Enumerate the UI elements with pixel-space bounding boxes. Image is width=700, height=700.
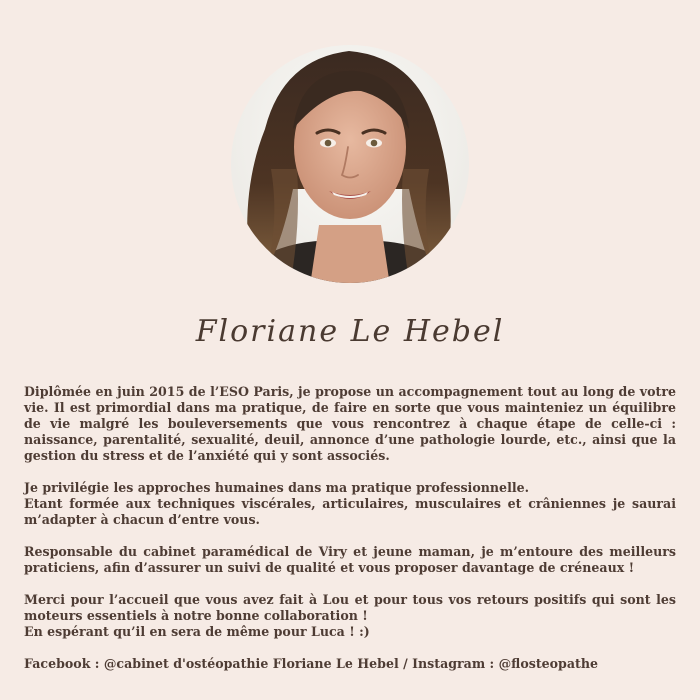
bio-paragraph-4: Merci pour l’accueil que vous avez fait à Lou et pour tous vos retours positifs qui sont les moteurs essentiels à notre bonne collaboration ! En espérant qu’il en sera de même pour Luca ! :): [24, 592, 676, 639]
practitioner-name: Floriane Le Hebel: [195, 314, 505, 349]
bio-paragraph-1: Diplômée en juin 2015 de l’ESO Paris, je propose un accompagnement tout au long de votre vie. Il est primordial dans ma pratique, de faire en sorte que vous mainteniez un équilibre de vie malgré les bouleversements que vous rencontrez à chaque étape de celle-ci : naissance, parentalité, sexualité, deuil, annonce d’une pathologie lourde, etc., ainsi que la gestion du stress et de l’anxiété qui y sont associés.: [24, 384, 676, 463]
bio-paragraph-2: Je privilégie les approches humaines dans ma pratique professionnelle. Etant formée aux techniques viscérales, articulaires, musculaires et crâniennes je saurai m’adapter à chacun d’entre vous.: [24, 480, 676, 527]
profile-photo: [231, 29, 469, 299]
bio-text: [24, 384, 676, 672]
bio-paragraph-3: Responsable du cabinet paramédical de Viry et jeune maman, je m’entoure des meilleurs praticiens, afin d’assurer un suivi de qualité et vous proposer davantage de créneaux !: [24, 544, 676, 575]
social-links: Facebook : @cabinet d'ostéopathie Floriane Le Hebel / Instagram : @flosteopathe: [24, 656, 598, 671]
